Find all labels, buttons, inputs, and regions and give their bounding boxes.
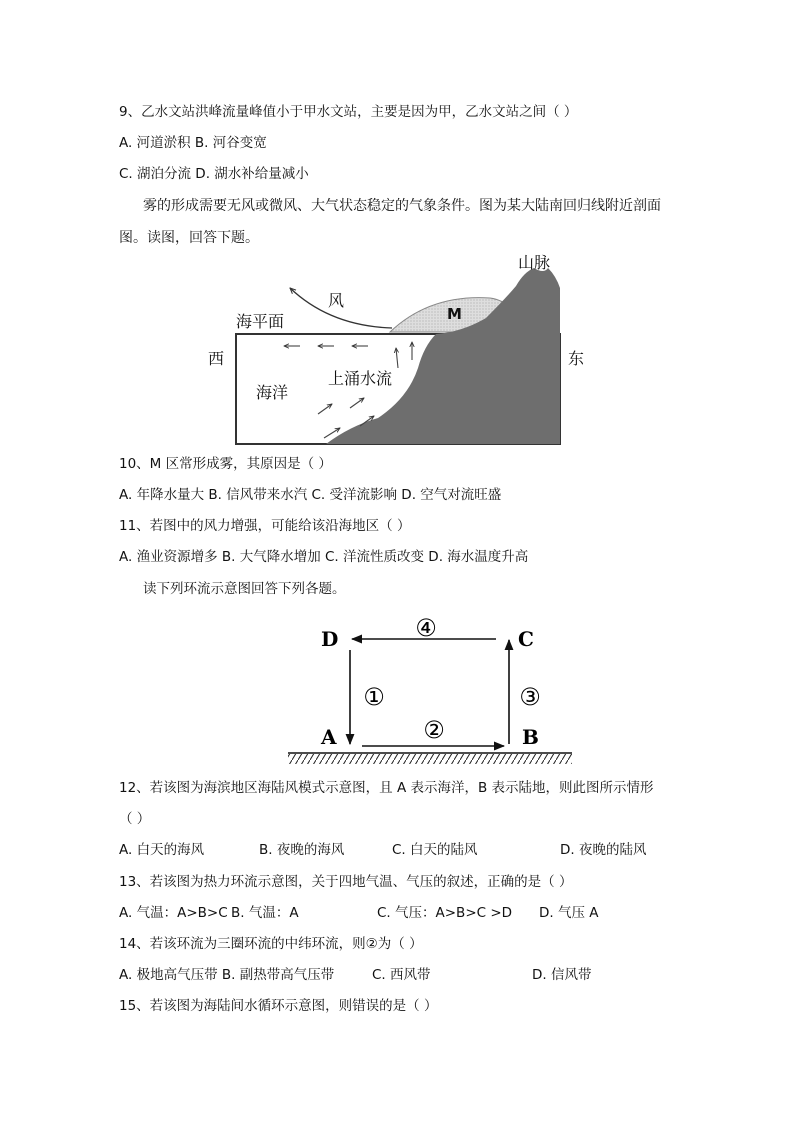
q9-options-2: C. 湖泊分流 D. 湖水补给量减小: [119, 166, 309, 182]
east-label: 东: [568, 349, 585, 368]
q15-stem: 15、若该图为海陆间水循环示意图，则错误的是（ ）: [119, 998, 438, 1014]
ground-hatch: [288, 754, 572, 764]
q13-option-d: D. 气压 A: [539, 905, 599, 921]
point-a: A: [321, 725, 337, 749]
sea-level-label: 海平面: [236, 312, 285, 331]
label-2: ②: [423, 716, 445, 744]
q12-option-c: C. 白天的陆风: [392, 842, 478, 858]
q13-option-a: A. 气温：A>B>C: [119, 905, 228, 921]
label-1: ①: [363, 683, 385, 711]
intro2: 读下列环流示意图回答下列各题。: [143, 581, 346, 597]
wind-label: 风: [328, 291, 345, 310]
q13-option-c: C. 气压：A>B>C >D: [377, 905, 513, 921]
q14-option-c: C. 西风带: [372, 967, 431, 983]
label-4: ④: [415, 614, 437, 642]
west-label: 西: [208, 349, 225, 368]
circulation-diagram: [280, 610, 580, 770]
q14-option-ab: A. 极地高气压带 B. 副热带高气压带: [119, 967, 335, 983]
point-b: B: [522, 725, 539, 749]
q12-option-a: A. 白天的海风: [119, 842, 205, 858]
q12-option-d: D. 夜晚的陆风: [560, 842, 647, 858]
q11-options: A. 渔业资源增多 B. 大气降水增加 C. 洋流性质改变 D. 海水温度升高: [119, 549, 529, 565]
ocean-label: 海洋: [256, 383, 289, 402]
q9-stem: 9、乙水文站洪峰流量峰值小于甲水文站，主要是因为甲，乙水文站之间（ ）: [119, 104, 578, 120]
q10-stem: 10、M 区常形成雾，其原因是（ ）: [119, 456, 332, 472]
intro1-line1: 雾的形成需要无风或微风、大气状态稳定的气象条件。图为某大陆南回归线附近剖面: [143, 198, 661, 214]
fog-cross-section-figure: [200, 248, 600, 450]
q13-option-b: B. 气温：A: [231, 905, 299, 921]
q10-options: A. 年降水量大 B. 信风带来水汽 C. 受洋流影响 D. 空气对流旺盛: [119, 487, 502, 503]
q12-stem: 12、若该图为海滨地区海陆风模式示意图，且 A 表示海洋，B 表示陆地，则此图所示情形: [119, 780, 654, 796]
q12-paren: （ ）: [119, 811, 151, 827]
intro1-line2: 图。读图，回答下题。: [119, 230, 259, 246]
upwelling-label: 上涌水流: [328, 369, 393, 388]
label-3: ③: [519, 683, 541, 711]
q11-stem: 11、若图中的风力增强，可能给该沿海地区（ ）: [119, 518, 411, 534]
q9-options-1: A. 河道淤积 B. 河谷变宽: [119, 135, 267, 151]
point-d: D: [321, 627, 339, 651]
fog-m-label: M: [447, 305, 462, 323]
q12-option-b: B. 夜晚的海风: [259, 842, 345, 858]
mountain-label: 山脉: [518, 253, 551, 272]
q14-option-d: D. 信风带: [532, 967, 592, 983]
q14-stem: 14、若该环流为三圈环流的中纬环流，则②为（ ）: [119, 936, 423, 952]
point-c: C: [518, 627, 534, 651]
q13-stem: 13、若该图为热力环流示意图，关于四地气温、气压的叙述，正确的是（ ）: [119, 874, 573, 890]
